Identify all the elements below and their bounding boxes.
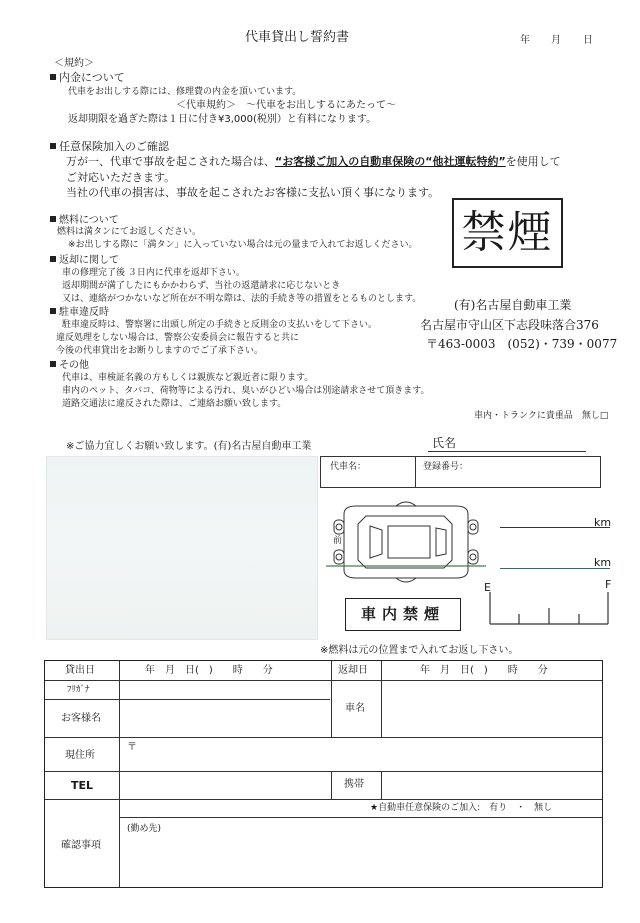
- section-insurance-title: 任意保険加入のご確認: [50, 140, 169, 154]
- furigana-label: ﾌﾘｶﾞﾅ: [67, 685, 90, 695]
- tel-label: TEL: [71, 779, 94, 792]
- return-date-label: 返却日: [338, 665, 368, 676]
- rule-text: 返却期間が満了したにもかかわらず、当社の返還請求に応じないとき: [62, 281, 341, 291]
- rule-text: 又は、連絡がつかないなど所在が不明な際は、法的手続き等の措置をとるものとします。: [62, 294, 422, 304]
- bullet-square-icon: [50, 256, 56, 262]
- rule-text: 燃料は満タンにてお返しください。: [57, 227, 202, 237]
- cooperation-note: ※ご協力宜しくお願い致します。(有)名古屋自動車工業: [66, 441, 312, 452]
- furigana-field[interactable]: [120, 681, 330, 699]
- confirm-field[interactable]: [120, 818, 600, 886]
- row-divider: [45, 799, 602, 800]
- rule-text: ご対応いただきます。: [66, 171, 176, 184]
- confirm-label: 確認事項: [61, 840, 101, 851]
- no-smoking-sign: 禁煙: [452, 198, 563, 268]
- section-other-title: その他: [50, 359, 89, 372]
- fuel-empty-label: E: [484, 581, 491, 594]
- rule-text: 今後の代車貸出をお断りしますのでご了承下さい。: [56, 346, 264, 356]
- bullet-square-icon: [50, 308, 56, 314]
- mobile-label: 携帯: [344, 779, 364, 790]
- signature-label: 氏名: [432, 436, 457, 450]
- lend-date-field[interactable]: 年 月 日( ) 時 分: [145, 665, 273, 676]
- valuables-check: 車内・トランクに貴重品 無し□: [474, 411, 609, 421]
- section-deposit-title: 内金について: [50, 71, 125, 85]
- car-info-box: [320, 456, 601, 488]
- document-title: 代車貸出し誓約書: [245, 30, 350, 45]
- insurance-question[interactable]: ★自動車任意保険のご加入: 有り ・ 無し: [370, 803, 553, 813]
- col-divider: [331, 661, 332, 737]
- rule-text: ＜代車規約＞ ～代車をお出しするにあたって～: [176, 100, 396, 111]
- km-unit-in: km: [594, 556, 612, 569]
- photo-area: [46, 456, 318, 640]
- rule-text: 駐車違反時は、警察署に出頭し所定の手続きと反則金の支払いをして下さい。: [62, 320, 378, 330]
- address-label: 現住所: [65, 750, 95, 761]
- car-name-label: 代車名：: [330, 462, 367, 472]
- customer-name-label: お客様名: [61, 713, 101, 724]
- signature-line[interactable]: [428, 451, 586, 452]
- rules-heading: ＜規約＞: [54, 58, 94, 69]
- bullet-square-icon: [50, 143, 56, 149]
- company-phone: 〒463-0003 (052)・739・0077: [426, 337, 618, 351]
- return-date-field[interactable]: 年 月 日( ) 時 分: [420, 665, 548, 676]
- rule-text: 当社の代車の損害は、事故を起こされたお客様に支払い頂く事になります。: [66, 186, 440, 199]
- company-name: (有)名古屋自動車工業: [454, 298, 572, 312]
- company-address: 名古屋市守山区下志段味落合376: [420, 318, 599, 332]
- km-unit-out: km: [594, 516, 612, 529]
- section-fuel-title: 燃料について: [50, 214, 119, 227]
- rule-text: ※お出しする際に「満タン」に入っていない場合は元の量まで入れてお返しください。: [68, 240, 418, 250]
- bullet-square-icon: [50, 216, 56, 222]
- customer-name-field[interactable]: [120, 700, 330, 737]
- no-smoking-in-car-sign: 車内禁煙: [345, 598, 461, 631]
- car-diagram-icon: [326, 494, 486, 590]
- workplace-label: (勤め先): [127, 824, 162, 834]
- rule-text: 返却期限を過ぎた際は１日に付き¥3,000(税別）と有料になります。: [68, 114, 377, 125]
- lend-date-label: 貸出日: [65, 665, 95, 676]
- fuel-gauge-icon: [488, 590, 614, 630]
- front-label: 前: [333, 536, 343, 546]
- fuel-full-label: F: [605, 578, 612, 591]
- other-car-special-clause: “お客様ご加入の自動車保険の“他社運転特約”: [275, 155, 506, 168]
- bullet-square-icon: [50, 361, 56, 367]
- bullet-square-icon: [50, 74, 56, 80]
- header-month: 月: [551, 35, 561, 46]
- header-day: 日: [583, 35, 593, 46]
- address-field[interactable]: [120, 738, 600, 771]
- divider: [415, 457, 416, 487]
- rule-text: 代車をお出しする際には、修理費の内金を頂いています。: [68, 87, 302, 97]
- tel-field[interactable]: [120, 772, 330, 799]
- rule-text: 車の修理完了後 ３日内に代車を返却下さい。: [62, 268, 245, 278]
- rule-text: 車内のペット、タバコ、荷物等による汚れ、臭いがひどい場合は別途請求させて頂きます。: [62, 386, 430, 396]
- section-parking-title: 駐車違反時: [50, 306, 109, 319]
- rental-form-table: [44, 660, 603, 888]
- mobile-field[interactable]: [382, 772, 602, 799]
- col-divider: [331, 771, 332, 799]
- car-name-label: 車名: [345, 703, 365, 714]
- car-name-field[interactable]: [382, 681, 602, 737]
- postal-mark: 〒: [127, 742, 137, 753]
- rule-text: 道路交通法に違反された際は、ご連絡お願い致します。: [62, 399, 287, 409]
- registration-number-label: 登録番号：: [423, 462, 469, 472]
- header-year: 年: [520, 35, 530, 46]
- rule-text: 代車は、車検証名義の方もしくは親族など親近者に限ります。: [62, 373, 314, 383]
- rule-text: 違反処理をしない場合は、警察公安委員会に報告すると共に: [56, 333, 300, 343]
- section-return-title: 返却に関して: [50, 254, 119, 267]
- fuel-return-note: ※燃料は元の位置まで入れてお返し下さい。: [320, 645, 519, 656]
- rule-text: 万が一、代車で事故を起こされた場合は、“お客様ご加入の自動車保険の“他社運転特約”を使用して: [66, 155, 561, 168]
